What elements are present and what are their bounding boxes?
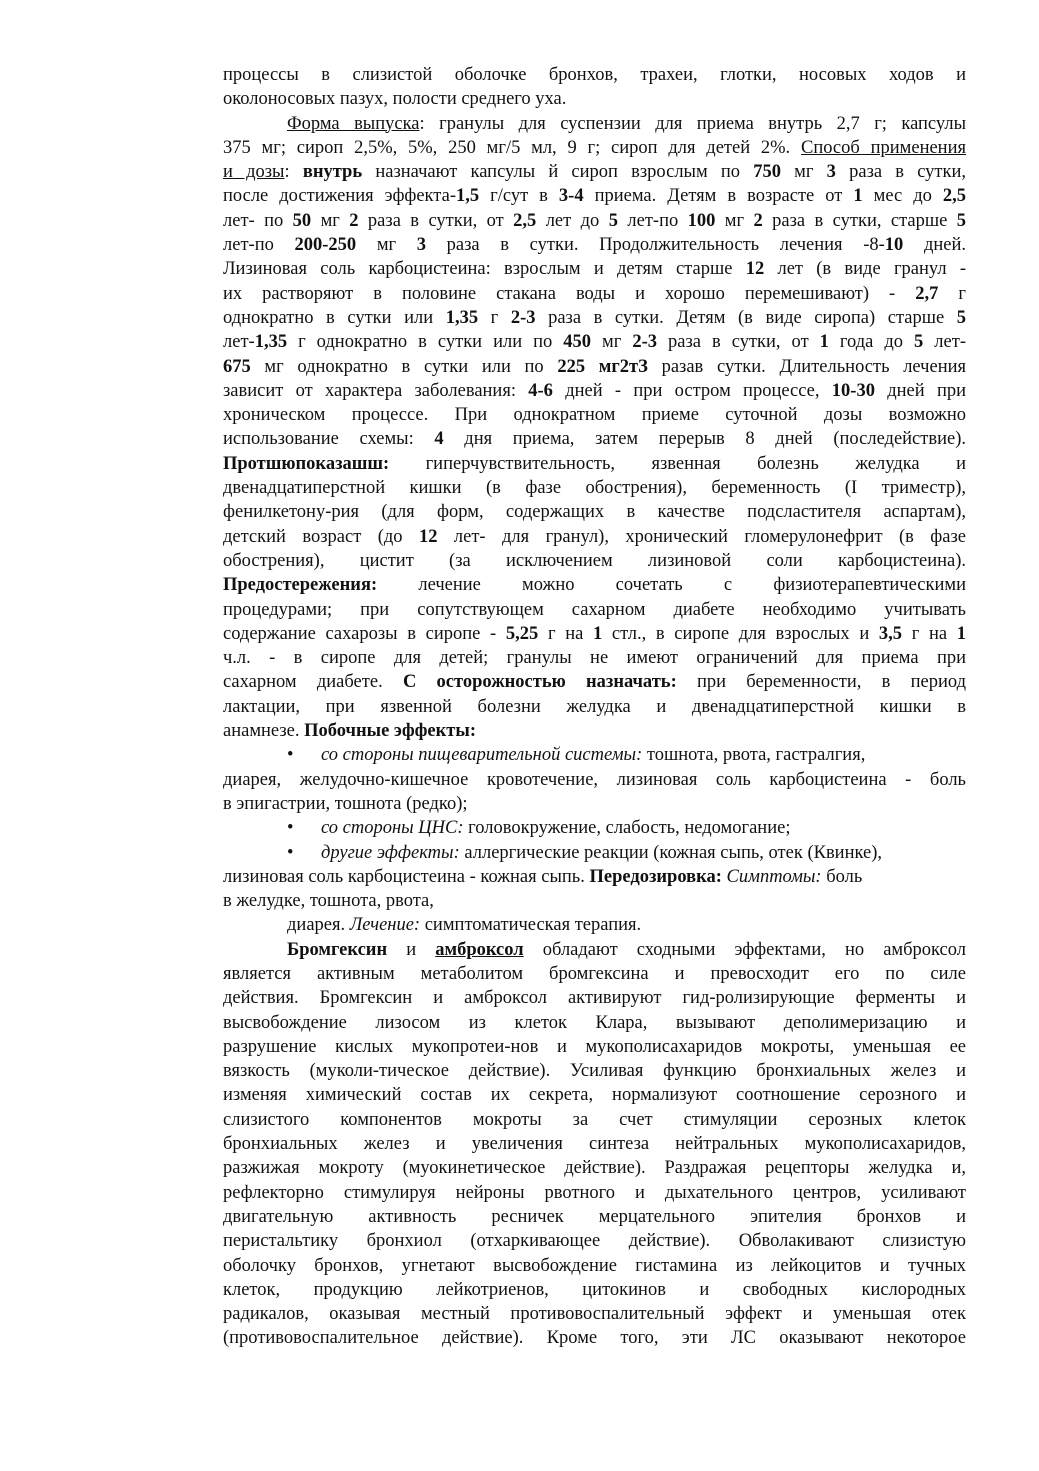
text-line [223,476,966,500]
text-line [223,330,966,354]
text-line [223,792,966,816]
text-line [223,1156,966,1180]
text-segment: дней при [874,380,966,401]
text-segment: раза в сутки, [835,162,967,183]
text-segment: обладают сходными эффектами, но амброксол [523,939,966,960]
text-line [223,1326,966,1350]
text-segment: мг [715,210,754,231]
text-segment: мг [780,162,827,183]
text-segment: лет-по [617,210,688,231]
text-line [223,670,966,694]
text-segment: : [284,162,303,183]
text-segment: аллергические реакции (кожная сыпь, отек (Квинке), [459,842,883,863]
text-segment: оболочку бронхов, угнетают высвобождение гистамина из лейкоцитов и тучных [223,1255,966,1276]
text-line [223,87,966,111]
text-segment: 4 [434,429,444,450]
text-segment: 100 [687,210,716,231]
text-segment: 10-30 [831,380,875,401]
text-segment: мг [356,235,417,256]
text-line [223,257,966,281]
text-segment: симптоматическая терапия. [420,915,642,936]
text-segment: использование схемы: [223,429,435,450]
text-segment: гиперчувствительность, язвенная болезнь желудка и [389,453,966,474]
text-segment: 2 [753,210,763,231]
text-line [223,209,966,233]
text-segment: лет- [923,332,966,353]
text-segment: 450 [563,332,592,353]
text-line [223,1011,966,1035]
text-segment: г однократно в сутки или по [287,332,564,353]
text-segment: после достижения эффекта- [223,186,456,207]
text-segment: приема. Детям в возрасте от [583,186,854,207]
text-line [223,1059,966,1083]
text-segment: процессы в слизистой оболочке бронхов, трахеи, глотки, носовых ходов и [223,65,966,85]
text-segment: 4-6 [528,380,553,401]
text-segment: изменяя химический состав их секрета, нормализуют соотношение серозного и [223,1085,966,1106]
text-line [223,306,966,330]
text-line [223,816,966,840]
text-line [223,136,966,160]
text-segment: раза в сутки, от [358,210,514,231]
text-segment: Лечение: [349,915,421,936]
text-segment: головокружение, слабость, недомогание; [463,818,791,839]
text-segment: 1 [592,623,603,644]
text-segment: 5 [914,332,924,353]
text-segment: назначают капсулы й сироп взрослым по [362,162,754,183]
text-segment: дней. [903,235,966,256]
text-segment: лет- [223,332,255,353]
text-line [223,1108,966,1132]
text-segment: 2,7 [915,283,939,304]
text-segment: двенадцатиперстной кишки (в фазе обострения), беременность (I триместр), [223,478,966,499]
text-segment: в желудке, тошнота, рвота, [223,891,434,912]
text-segment: тошнота, рвота, гастралгия, [642,745,866,766]
text-line [223,355,966,379]
text-line [223,719,966,743]
text-segment: другие эффекты: [321,842,460,863]
text-line [223,865,966,889]
text-line [223,403,966,427]
text-segment: 1 [819,332,829,353]
text-line [223,622,966,646]
document-body-text [223,63,966,1351]
text-segment: 2,5 [513,210,537,231]
text-segment: Протшюпоказашш: [223,453,390,474]
text-segment: г/сут в [479,186,559,207]
text-line [223,233,966,257]
text-segment: сахарном диабете. [223,672,403,693]
text-segment: фенилкетону-рия (для форм, содержащих в качестве подсластителя аспартам), [223,502,966,523]
text-segment: С осторожностью назначать: [402,672,677,693]
text-line [223,986,966,1010]
text-segment: бронхиальных желез и увеличения синтеза нейтральных мукополисахаридов, [223,1134,966,1155]
text-line [223,598,966,622]
text-segment: г на [902,623,957,644]
text-line [223,63,966,87]
text-segment: при беременности, в период [676,672,966,693]
text-line [223,112,966,136]
text-segment: 3 [826,162,836,183]
text-segment: стл., в сиропе для взрослых и [602,623,879,644]
text-segment: года до [828,332,915,353]
text-segment: Симптомы: [726,866,822,887]
text-line [223,549,966,573]
text-segment: 200-250 [294,235,357,256]
text-segment: Способ применения [800,137,966,158]
text-segment: клеток, продукцию лейкотриенов, цитокинов и свободных кислородных [223,1279,966,1300]
text-segment: 12 [745,259,765,280]
text-segment: со стороны пищеварительной системы: [321,745,643,766]
text-segment: околоносовых пазух, полости среднего уха. [223,89,567,110]
text-segment: анамнезе. [223,721,305,742]
text-segment: 5,25 [505,623,539,644]
text-line [223,743,966,767]
text-segment: 2,5 [942,186,966,207]
text-segment: 10 [884,235,904,256]
text-line [223,1278,966,1302]
text-line [223,1083,966,1107]
text-line [223,1035,966,1059]
text-segment: лет- по [223,210,293,231]
text-segment: Предостережения: [223,575,378,596]
text-segment: вязкость (муколи-тическое действие). Усиливая функцию бронхиальных желез и [223,1061,966,1082]
text-segment: действия. Бромгексин и амброксол активируют гид-ролизирующие ферменты и [223,988,966,1009]
text-segment: их растворяют в половине стакана воды и хорошо перемешивают) - [223,283,916,304]
text-segment: разрушение кислых мукопротеи-нов и мукополисахаридов мокроты, уменьшая ее [223,1036,966,1057]
text-line [223,646,966,670]
text-line [223,1229,966,1253]
text-line [223,1205,966,1229]
text-line [223,525,966,549]
text-line [223,913,966,937]
text-segment: содержание сахарозы в сиропе - [223,623,506,644]
text-line [223,500,966,524]
text-line [223,962,966,986]
text-segment: раза в сутки. Продолжительность лечения -8- [426,235,885,256]
text-segment: 3-4 [558,186,584,207]
text-line [223,889,966,913]
text-line [223,160,966,184]
text-segment: лет-по [223,235,295,256]
text-segment: рефлекторно стимулируя нейроны рвотного и дыхательного центров, усиливают [223,1182,966,1203]
text-line [223,427,966,451]
text-segment: г на [538,623,593,644]
text-segment: мг [311,210,350,231]
text-segment: ч.л. - в сиропе для детей; гранулы не имеют ограничений для приема при [223,648,966,669]
text-segment: г [478,307,511,328]
text-segment: разав сутки. Длительность лечения [647,356,967,377]
text-segment: хроническом процессе. При однократном приеме суточной дозы возможно [223,405,966,426]
text-line [223,768,966,792]
text-segment: Передозировка: [589,866,722,887]
text-segment: 675 [223,356,251,377]
text-segment: однократно в сутки или [223,307,446,328]
text-line [223,1302,966,1326]
text-line [223,1181,966,1205]
text-segment: в эпигастрии, тошнота (редко); [223,793,468,814]
text-segment: является активным метаболитом бромгексина и превосходит его по силе [223,963,966,984]
text-segment: 5 [956,307,967,328]
text-line [223,184,966,208]
text-segment: 2-3 [510,307,536,328]
text-segment: Побочные эффекты: [304,721,476,742]
text-line [223,1132,966,1156]
text-segment: двигательную активность ресничек мерцательного эпителия бронхов и [223,1206,966,1227]
text-segment: Лизиновая соль карбоцистеина: взрослым и детям старше [223,259,746,280]
text-segment: и дозы [223,162,285,183]
text-segment: обострения), цистит (за исключением лизиновой соли карбоцистеина). [223,550,966,571]
text-segment: раза в сутки, старше [762,210,957,231]
text-segment: боль [821,866,863,887]
text-segment: перистальтику бронхиол (отхаркивающее действие). Обволакивают слизистую [223,1231,966,1252]
text-segment: лет- для гранул), хронический гломерулонефрит (в фазе [437,526,966,547]
text-segment: 375 мг; сироп 2,5%, 5%, 250 мг/5 мл, 9 г; сироп для детей 2%. [223,137,801,158]
text-segment: 5 [956,210,966,231]
text-segment: 1,35 [445,307,479,328]
text-segment: радикалов, оказывая местный противовоспалительный эффект и уменьшая отек [223,1304,966,1325]
text-segment: лет до [536,210,609,231]
text-line [223,573,966,597]
text-segment: 1 [956,623,966,644]
text-segment: 3 [416,235,427,256]
text-line [223,452,966,476]
text-segment: разжижая мокроту (муокинетическое действие). Раздражая рецепторы желудка и, [223,1158,966,1179]
text-segment: 1,35 [254,332,288,353]
text-segment: раза в сутки. Детям (в виде сиропа) старше [535,307,957,328]
text-segment: и [387,939,436,960]
text-segment: слизистого компонентов мокроты за счет стимуляции серозных клеток [223,1109,966,1130]
bullet-marker: • [287,842,294,863]
text-segment: мг однократно в сутки или по [250,356,558,377]
text-line [223,1254,966,1278]
text-line [223,841,966,865]
text-line [223,938,966,962]
text-segment: высвобождение лизосом из клеток Клара, вызывают деполимеризацию и [223,1012,966,1033]
text-segment: мг [591,332,633,353]
text-segment: г [938,283,966,304]
text-segment: мес до [862,186,943,207]
text-segment: 50 [292,210,312,231]
text-line [223,695,966,719]
text-line [223,379,966,403]
text-segment: диарея. [287,915,350,936]
text-segment: 1 [853,186,863,207]
text-segment: 2-3 [632,332,658,353]
text-segment: 1,5 [456,186,480,207]
text-segment: 5 [608,210,618,231]
text-segment: 750 [753,162,781,183]
text-segment: процедурами; при сопутствующем сахарном диабете необходимо учитывать [223,599,966,620]
bullet-marker: • [287,745,294,766]
text-segment: лизиновая соль карбоцистеина - кожная сыпь. [223,866,590,887]
text-segment: (противовоспалительное действие). Кроме того, эти ЛС оказывают некоторое [223,1328,966,1349]
text-segment: лечение можно сочетать с физиотерапевтическими [377,575,966,596]
text-segment: дней - при остром процессе, [552,380,832,401]
text-segment: Форма выпуска [287,113,420,134]
text-segment: дня приема, затем перерыв 8 дней (последействие). [443,429,966,450]
text-segment: детский возраст (до [223,526,419,547]
text-segment: лет (в виде гранул - [764,259,966,280]
bullet-marker: • [287,818,294,839]
text-segment: Бромгексин [287,939,388,960]
text-segment: 2 [349,210,359,231]
text-segment: : гранулы для суспензии для приема внутрь 2,7 г; капсулы [419,113,967,134]
text-segment: 3,5 [878,623,903,644]
text-segment: лактации, при язвенной болезни желудка и двенадцатиперстной кишки в [223,696,966,717]
text-segment: 225 мг2тЗ [557,356,648,377]
text-segment: 12 [418,526,438,547]
text-segment: амброксол [435,939,524,960]
text-segment: диарея, желудочно-кишечное кровотечение, лизиновая соль карбоцистеина - боль [223,769,966,790]
text-line [223,282,966,306]
text-segment: раза в сутки, от [657,332,820,353]
text-segment: зависит от характера заболевания: [223,380,529,401]
text-segment: внутрь [302,162,363,183]
text-segment: со стороны ЦНС: [321,818,464,839]
